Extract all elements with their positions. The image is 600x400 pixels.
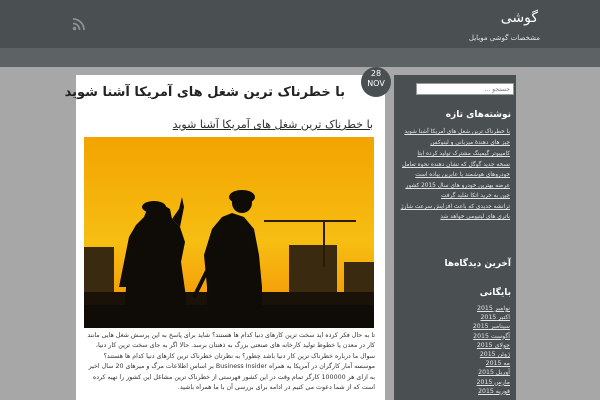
archive-item[interactable]: نوامبر 2015 (477, 305, 510, 312)
sidebar (394, 75, 516, 400)
recent-post-item[interactable]: ترانشه جدیدی که باعث افزایش سرعت شارژ باتری های لیتیومی خواهد شد (400, 204, 510, 220)
recent-posts-list (398, 127, 510, 223)
archive-item[interactable]: آگوست 2015 (473, 332, 510, 340)
archive-item[interactable]: مارس 2015 (476, 378, 510, 386)
post-image (84, 137, 374, 328)
recent-post-item[interactable]: با خطرناک ترین شغل های آمریکا آشنا شوید (404, 129, 510, 135)
archive-item[interactable]: فوریه 2015 (478, 387, 510, 395)
archive-item[interactable]: ژوئن 2015 (479, 351, 510, 359)
site-header (0, 0, 600, 48)
nav-strip (0, 48, 600, 67)
recent-post-item[interactable]: کامپیوتر گیمینگ مشترک تولید کرده ابتا (417, 151, 510, 157)
recent-post-item[interactable]: عرضه بهترین خودرو های سال 2015 کشور چین به خرید اتکا تقلید گرفت (405, 183, 510, 199)
archive-item[interactable]: مه 2015 (485, 360, 510, 368)
post-title[interactable]: با خطرناک ترین شغل های آمریکا آشنا شوید (64, 85, 345, 100)
post-date-day: 28 (370, 69, 382, 78)
recent-post-item[interactable]: نسخه جدید گوگل که نشان دهنده نحوه تعامل خودروهای هوشمند با عابرین پیاده است (402, 162, 510, 178)
archive-item[interactable]: جولای 2015 (476, 341, 510, 349)
site-title[interactable]: گوشی (500, 10, 538, 26)
post-excerpt: تا به حال فکر کرده اید سخت ترین کارهای دنیا کدام ها هستند؟ شاید برای پاسخ به این پرسش شغل هایی مانند کار در معدن یا خطوط تولید کارخانه های صنعتی بزرگ به ذهنتان برسد. حالا اگر به جای سخت ترین کار دنیا، سوال ما درباره خطرناک ترین کار دنیا باشد چطور؟ به نظرتان خطرناک ترین کارهای دنیا کدام ها هستند؟ موسسه آمار کارگران در آمریکا به همراه Business Insider بر اساس اطلاعات مرگ و میرهای 20 سال اخیر به ازای هر 100000 کارگر تمام وقت در این کشور فهرستی از خطرناک ترین مشاغل این کشور را تهیه کرده است که از شما دعوت می کنیم در ادامه برای بررسی آن با ما همراه باشید. (87, 332, 375, 392)
search-input[interactable] (416, 83, 514, 95)
post-article (64, 69, 385, 400)
post-inner-link[interactable]: با خطرناک ترین شغل های آمریکا آشنا شوید (172, 118, 373, 131)
post-date-month: NOV (367, 79, 385, 88)
construction-workers-silhouette (84, 137, 374, 328)
site-description: مشخصات گوشی موبایل (468, 34, 540, 42)
archive-item[interactable]: اکتبر 2015 (480, 314, 510, 322)
recent-posts-title: نوشته‌های تازه (445, 110, 511, 120)
archive-item[interactable]: آوریل 2015 (478, 369, 510, 377)
recent-comments-title: آخرین دیدگاه‌ها (444, 259, 511, 269)
archives-title: بایگانی (479, 288, 511, 298)
post-date-badge (361, 67, 391, 97)
rss-icon[interactable] (72, 17, 86, 31)
recent-post-item[interactable]: چیز هاي دهندۀ میزبانی و لینوکس (430, 140, 510, 146)
archives-list (410, 304, 510, 396)
archive-item[interactable]: سپتامبر 2015 (472, 323, 510, 331)
